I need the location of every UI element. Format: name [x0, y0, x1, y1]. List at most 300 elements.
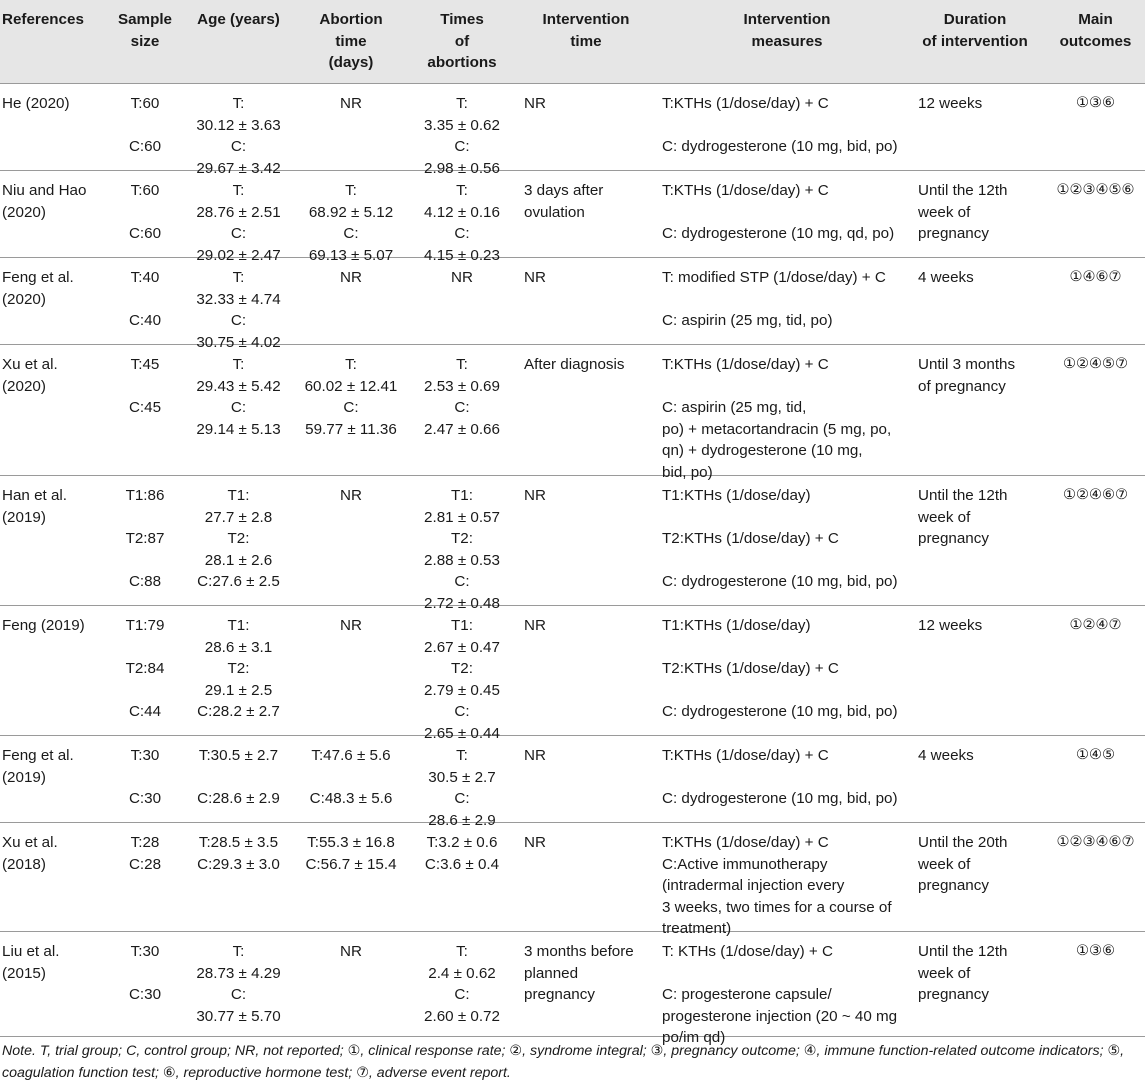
header-age: Age (years) — [197, 11, 280, 28]
cell-line: T:KTHs (1/dose/day) + C — [662, 356, 829, 373]
cell-intervention-time — [524, 267, 649, 289]
cell-line: C: dydrogesterone (10 mg, qd, po) — [662, 225, 895, 242]
cell-line: NR — [524, 747, 546, 764]
cell-line: T: — [345, 356, 357, 373]
cell-age — [186, 941, 291, 1027]
cell-line: 2.88 ± 0.53 — [424, 551, 500, 569]
cell-duration — [918, 745, 1038, 767]
cell-times-of-abortions — [412, 180, 512, 266]
table-row — [0, 345, 1145, 481]
cell-line: Liu et al. — [2, 943, 60, 960]
cell-line: He (2020) — [2, 95, 70, 112]
cell-line: progesterone injection (20 ~ 40 mg — [662, 1007, 898, 1025]
cell-times-of-abortions — [412, 941, 512, 1027]
outcome-codes: ①②④⑤⑦ — [1063, 356, 1128, 372]
table-row — [0, 823, 1145, 937]
cell-line — [662, 637, 912, 659]
cell-intervention-measures — [662, 93, 912, 158]
cell-intervention-measures — [662, 745, 912, 810]
cell-line — [186, 767, 291, 789]
outcome-codes: ①④⑥⑦ — [1069, 269, 1122, 285]
header-duration: Duration of intervention — [922, 11, 1028, 50]
cell-line: bid, po) — [662, 463, 713, 481]
cell-line: 28.1 ± 2.6 — [204, 551, 273, 569]
cell-line: C: — [454, 703, 470, 720]
cell-line: T:40 — [130, 269, 160, 286]
cell-sample-size — [110, 941, 180, 1006]
cell-line: T2:84 — [125, 660, 165, 677]
cell-main-outcomes — [1046, 93, 1145, 115]
cell-line: (2015) — [2, 964, 46, 982]
cell-line: C: aspirin (25 mg, tid, — [662, 399, 807, 416]
outcome-codes: ①③⑥ — [1076, 943, 1115, 959]
cell-line: 30.12 ± 3.63 — [196, 116, 281, 134]
cell-line: C:44 — [128, 703, 162, 720]
cell-abortion-time — [296, 485, 406, 507]
cell-main-outcomes — [1046, 354, 1145, 376]
header-intervention-measures: Intervention measures — [743, 11, 831, 50]
cell-line: T: — [456, 182, 468, 199]
cell-abortion-time — [296, 180, 406, 266]
cell-line: 69.13 ± 5.07 — [308, 246, 394, 264]
header-main-outcomes: Main outcomes — [1059, 11, 1132, 50]
table-row — [0, 932, 1145, 1046]
table-header — [0, 0, 1145, 84]
cell-line: T2:87 — [125, 530, 165, 547]
cell-line: C:3.6 ± 0.4 — [424, 855, 500, 873]
cell-line: T: — [456, 747, 468, 764]
cell-line — [296, 767, 406, 789]
cell-line: ovulation — [524, 203, 585, 221]
cell-line: C:56.7 ± 15.4 — [305, 855, 397, 873]
cell-line: C: — [230, 225, 247, 242]
cell-line: T: modified STP (1/dose/day) + C — [662, 269, 886, 286]
cell-line: 2.65 ± 0.44 — [424, 724, 500, 742]
cell-line — [662, 202, 912, 224]
cell-line: After diagnosis — [524, 356, 625, 373]
cell-sample-size — [110, 832, 180, 875]
cell-duration — [918, 941, 1038, 1006]
cell-line: qn) + dydrogesterone (10 mg, — [662, 442, 863, 459]
cell-line: T: — [456, 356, 468, 373]
table-row — [0, 84, 1145, 177]
cell-line: 2.47 ± 0.66 — [424, 420, 500, 438]
outcome-codes: ①②③④⑤⑥ — [1056, 182, 1135, 198]
cell-line — [110, 767, 180, 789]
cell-line: pregnancy — [918, 225, 989, 242]
cell-line: 4.15 ± 0.23 — [424, 246, 500, 264]
cell-line: C:30 — [128, 986, 162, 1003]
cell-line: NR — [524, 95, 546, 112]
cell-age — [186, 485, 291, 593]
cell-age — [186, 267, 291, 353]
cell-line: C: dydrogesterone (10 mg, bid, po) — [662, 138, 898, 155]
cell-line: NR — [340, 617, 362, 634]
cell-main-outcomes — [1046, 832, 1145, 854]
cell-line: C:40 — [128, 312, 162, 329]
cell-intervention-measures — [662, 180, 912, 245]
cell-line: T1: — [451, 617, 473, 634]
cell-line: NR — [340, 943, 362, 960]
cell-line — [110, 550, 180, 572]
cell-age — [186, 745, 291, 810]
cell-intervention-measures — [662, 615, 912, 723]
cell-line: week of — [918, 508, 971, 526]
cell-line: pregnancy — [918, 877, 989, 894]
cell-line: planned — [524, 964, 579, 982]
table-row — [0, 476, 1145, 612]
cell-main-outcomes — [1046, 615, 1145, 637]
table-body — [0, 84, 1145, 1046]
cell-duration — [918, 615, 1038, 637]
cell-reference — [2, 941, 110, 984]
cell-abortion-time — [296, 615, 406, 637]
cell-line: T1:KTHs (1/dose/day) — [662, 617, 811, 634]
cell-duration — [918, 354, 1038, 397]
cell-reference — [2, 745, 110, 788]
cell-line: NR — [524, 834, 546, 851]
cell-line — [662, 550, 912, 572]
cell-age — [186, 832, 291, 875]
cell-line: NR — [524, 269, 546, 286]
cell-abortion-time — [296, 832, 406, 875]
cell-reference — [2, 832, 110, 875]
cell-line — [662, 680, 912, 702]
cell-line: T:60 — [130, 95, 160, 112]
cell-sample-size — [110, 745, 180, 810]
cell-times-of-abortions — [412, 745, 512, 831]
cell-intervention-time — [524, 941, 649, 1006]
cell-line: T:28 — [130, 834, 160, 851]
cell-line — [110, 680, 180, 702]
table-row — [0, 258, 1145, 351]
cell-line: 29.67 ± 3.42 — [196, 159, 281, 177]
cell-reference — [2, 93, 110, 115]
cell-line: C:29.3 ± 3.0 — [197, 855, 280, 873]
cell-line: 60.02 ± 12.41 — [304, 377, 398, 395]
cell-line: T:45 — [130, 356, 160, 373]
cell-line: (2019) — [2, 508, 46, 526]
cell-line: 30.77 ± 5.70 — [196, 1007, 281, 1025]
cell-line — [110, 637, 180, 659]
cell-line: C: — [454, 225, 470, 242]
cell-abortion-time — [296, 745, 406, 810]
cell-line: 2.98 ± 0.56 — [424, 159, 500, 177]
cell-intervention-time — [524, 615, 649, 637]
cell-line: C:88 — [128, 573, 162, 590]
cell-line: pregnancy — [918, 530, 989, 547]
cell-line: NR — [524, 487, 546, 504]
cell-line: Until the 12th — [918, 943, 1008, 960]
cell-line: C:27.6 ± 2.5 — [197, 573, 280, 590]
cell-intervention-time — [524, 745, 649, 767]
cell-sample-size — [110, 615, 180, 723]
cell-line — [662, 963, 912, 985]
cell-abortion-time — [296, 354, 406, 440]
cell-line: 12 weeks — [918, 617, 983, 634]
cell-line: C: — [230, 986, 247, 1003]
cell-intervention-time — [524, 93, 649, 115]
cell-line: T: — [232, 356, 245, 373]
cell-line: T: — [456, 943, 468, 960]
cell-line: T: KTHs (1/dose/day) + C — [662, 943, 833, 960]
cell-line: 30.75 ± 4.02 — [196, 333, 281, 351]
header-references: References — [2, 11, 84, 28]
cell-intervention-measures — [662, 354, 912, 483]
cell-line: C:48.3 ± 5.6 — [309, 790, 393, 807]
cell-line: T1: — [227, 487, 250, 504]
cell-line: T: — [232, 182, 245, 199]
cell-line: C: — [454, 138, 470, 155]
cell-duration — [918, 485, 1038, 550]
cell-line: C:60 — [128, 138, 162, 155]
cell-line: T: — [232, 269, 245, 286]
cell-line: T:60 — [130, 182, 160, 199]
cell-line: 2.4 ± 0.62 — [428, 964, 496, 982]
cell-reference — [2, 354, 110, 397]
cell-line: C: dydrogesterone (10 mg, bid, po) — [662, 790, 898, 807]
cell-line: Feng (2019) — [2, 617, 85, 634]
cell-line: pregnancy — [918, 986, 989, 1003]
cell-line: treatment) — [662, 920, 732, 937]
cell-line: C:28.6 ± 2.9 — [197, 790, 280, 807]
cell-duration — [918, 267, 1038, 289]
cell-line: (2020) — [2, 377, 46, 395]
cell-line: 3 weeks, two times for a course of — [662, 898, 892, 916]
cell-line: 3 days after — [524, 182, 604, 199]
cell-line: C:28.2 ± 2.7 — [197, 703, 280, 720]
cell-abortion-time — [296, 93, 406, 115]
cell-line: 68.92 ± 5.12 — [308, 203, 394, 221]
cell-line: T2: — [227, 660, 250, 677]
cell-line — [110, 507, 180, 529]
cell-line: 28.6 ± 2.9 — [428, 811, 496, 829]
cell-age — [186, 615, 291, 723]
cell-line — [110, 115, 180, 137]
cell-line: T:KTHs (1/dose/day) + C — [662, 834, 829, 851]
cell-line — [110, 963, 180, 985]
cell-line: C:60 — [128, 225, 162, 242]
cell-line: C: dydrogesterone (10 mg, bid, po) — [662, 573, 898, 590]
cell-line: T1:86 — [125, 487, 165, 504]
cell-line: NR — [340, 95, 362, 112]
cell-line: 29.14 ± 5.13 — [196, 420, 281, 438]
cell-line: 3.35 ± 0.62 — [424, 116, 500, 134]
cell-line: 28.6 ± 3.1 — [204, 638, 273, 656]
cell-line — [662, 115, 912, 137]
cell-times-of-abortions — [412, 485, 512, 614]
cell-line: 2.72 ± 0.48 — [424, 594, 500, 612]
cell-line: C: — [230, 312, 247, 329]
cell-line: T2:KTHs (1/dose/day) + C — [662, 660, 839, 677]
cell-sample-size — [110, 267, 180, 332]
cell-sample-size — [110, 354, 180, 419]
cell-line: Until the 20th — [918, 834, 1008, 851]
cell-line: T: — [456, 95, 468, 112]
cell-line: 29.02 ± 2.47 — [196, 246, 281, 264]
cell-intervention-measures — [662, 832, 912, 940]
cell-line: Han et al. — [2, 487, 68, 504]
table-row — [0, 736, 1145, 829]
cell-line — [110, 376, 180, 398]
cell-intervention-time — [524, 354, 649, 376]
cell-line: T2: — [451, 530, 473, 547]
cell-line: C: progesterone capsule/ — [662, 986, 832, 1003]
cell-line — [662, 507, 912, 529]
cell-line: T1: — [227, 617, 250, 634]
cell-line: 3 months before — [524, 943, 634, 960]
cell-line: C: — [454, 790, 470, 807]
cell-line: Xu et al. — [2, 356, 58, 373]
cell-line: C:28 — [128, 855, 162, 873]
cell-sample-size — [110, 485, 180, 593]
cell-line: 2.81 ± 0.57 — [424, 508, 500, 526]
cell-times-of-abortions — [412, 832, 512, 875]
cell-reference — [2, 485, 110, 528]
cell-line — [662, 289, 912, 311]
cell-line: (2019) — [2, 768, 46, 786]
cell-line: week of — [918, 964, 971, 982]
cell-line — [110, 202, 180, 224]
cell-line: T: — [232, 943, 245, 960]
cell-line: T:3.2 ± 0.6 — [426, 834, 498, 851]
table-row — [0, 171, 1145, 264]
cell-duration — [918, 832, 1038, 897]
cell-abortion-time — [296, 267, 406, 289]
cell-intervention-measures — [662, 941, 912, 1049]
cell-line: T:KTHs (1/dose/day) + C — [662, 95, 829, 112]
cell-age — [186, 180, 291, 266]
cell-line: 4.12 ± 0.16 — [424, 203, 500, 221]
cell-intervention-measures — [662, 267, 912, 332]
cell-line: Until the 12th — [918, 182, 1008, 199]
cell-line: 4 weeks — [918, 269, 974, 286]
cell-line: 27.7 ± 2.8 — [204, 508, 273, 526]
cell-intervention-measures — [662, 485, 912, 593]
cell-line: Niu and Hao — [2, 182, 87, 199]
cell-line: 2.60 ± 0.72 — [424, 1007, 500, 1025]
cell-intervention-time — [524, 832, 649, 854]
cell-reference — [2, 180, 110, 223]
outcome-codes: ①②③④⑥⑦ — [1056, 834, 1135, 850]
cell-intervention-time — [524, 485, 649, 507]
table-note: Note. T, trial group; C, control group; NR, not reported; ①, clinical response rate; ②, syndrome integral; ③, pregnancy outcome; ④, immune function-related outcome indicators; ⑤, coagulation function test; ⑥, reproductive hormone test; ⑦, adverse event report. — [2, 1043, 1125, 1081]
cell-age — [186, 93, 291, 179]
cell-line: Feng et al. — [2, 747, 74, 764]
cell-line: (2018) — [2, 855, 46, 873]
cell-sample-size — [110, 93, 180, 158]
cell-line: 28.73 ± 4.29 — [196, 964, 281, 982]
cell-duration — [918, 180, 1038, 245]
cell-line: 2.79 ± 0.45 — [424, 681, 500, 699]
cell-line — [110, 289, 180, 311]
cell-line — [662, 376, 912, 398]
cell-line: T1:79 — [125, 617, 165, 634]
outcome-codes: ①②④⑥⑦ — [1063, 487, 1128, 503]
cell-line: C: — [343, 399, 359, 416]
cell-age — [186, 354, 291, 440]
outcome-codes: ①②④⑦ — [1069, 617, 1122, 633]
cell-line: NR — [340, 487, 362, 504]
cell-line: C:Active immunotherapy — [662, 855, 828, 873]
cell-reference — [2, 615, 110, 637]
cell-line: 4 weeks — [918, 747, 974, 764]
cell-line: Feng et al. — [2, 269, 74, 286]
cell-line: T:28.5 ± 3.5 — [198, 834, 279, 851]
cell-line: (2020) — [2, 203, 46, 221]
cell-line: T: — [345, 182, 357, 199]
cell-intervention-time — [524, 180, 649, 223]
header-abortion-time: Abortion time (days) — [319, 11, 383, 71]
cell-sample-size — [110, 180, 180, 245]
cell-times-of-abortions — [412, 267, 512, 289]
cell-line: T:55.3 ± 16.8 — [307, 834, 395, 851]
cell-line: 30.5 ± 2.7 — [428, 768, 496, 786]
cell-line: 29.1 ± 2.5 — [204, 681, 273, 699]
cell-line: T:30 — [130, 943, 160, 960]
cell-line: 28.76 ± 2.51 — [196, 203, 281, 221]
cell-line: 29.43 ± 5.42 — [196, 377, 281, 395]
cell-line: T:47.6 ± 5.6 — [311, 747, 391, 764]
cell-main-outcomes — [1046, 267, 1145, 289]
cell-line: C: dydrogesterone (10 mg, bid, po) — [662, 703, 898, 720]
cell-line: T:30.5 ± 2.7 — [198, 747, 279, 764]
header-intervention-time: Intervention time — [542, 11, 630, 50]
cell-line: C: — [230, 138, 247, 155]
cell-line: week of — [918, 855, 971, 873]
cell-line: (2020) — [2, 290, 46, 308]
cell-line: (intradermal injection every — [662, 877, 845, 894]
cell-line: C: — [230, 399, 247, 416]
cell-line: T:30 — [130, 747, 160, 764]
cell-line: Xu et al. — [2, 834, 58, 851]
cell-line: C: — [454, 399, 470, 416]
cell-line: 2.53 ± 0.69 — [424, 377, 500, 395]
cell-abortion-time — [296, 941, 406, 963]
cell-main-outcomes — [1046, 941, 1145, 963]
cell-line: T:KTHs (1/dose/day) + C — [662, 747, 829, 764]
cell-line: NR — [451, 269, 473, 286]
cell-line: week of — [918, 203, 971, 221]
cell-line: NR — [340, 269, 362, 286]
cell-times-of-abortions — [412, 93, 512, 179]
cell-line: C: — [343, 225, 359, 242]
cell-reference — [2, 267, 110, 310]
cell-line: Until 3 months — [918, 356, 1016, 373]
cell-line: Until the 12th — [918, 487, 1008, 504]
cell-line: C: aspirin (25 mg, tid, po) — [662, 312, 833, 329]
cell-duration — [918, 93, 1038, 115]
cell-main-outcomes — [1046, 485, 1145, 507]
cell-line: pregnancy — [524, 986, 595, 1003]
table-row — [0, 606, 1145, 742]
cell-line: po) + metacortandracin (5 mg, po, — [662, 420, 892, 438]
cell-line: 2.67 ± 0.47 — [424, 638, 500, 656]
cell-line: NR — [524, 617, 546, 634]
outcome-codes: ①③⑥ — [1076, 95, 1115, 111]
cell-line: of pregnancy — [918, 377, 1006, 395]
cell-times-of-abortions — [412, 615, 512, 744]
cell-line: C: — [454, 573, 470, 590]
cell-line: T2: — [227, 530, 250, 547]
header-times-of-abortions: Times of abortions — [427, 11, 497, 71]
cell-line: C:45 — [128, 399, 162, 416]
outcome-codes: ①④⑤ — [1076, 747, 1115, 763]
cell-line: C:30 — [128, 790, 162, 807]
cell-line: 32.33 ± 4.74 — [196, 290, 281, 308]
cell-line: T2: — [451, 660, 473, 677]
cell-line: T: — [232, 95, 245, 112]
